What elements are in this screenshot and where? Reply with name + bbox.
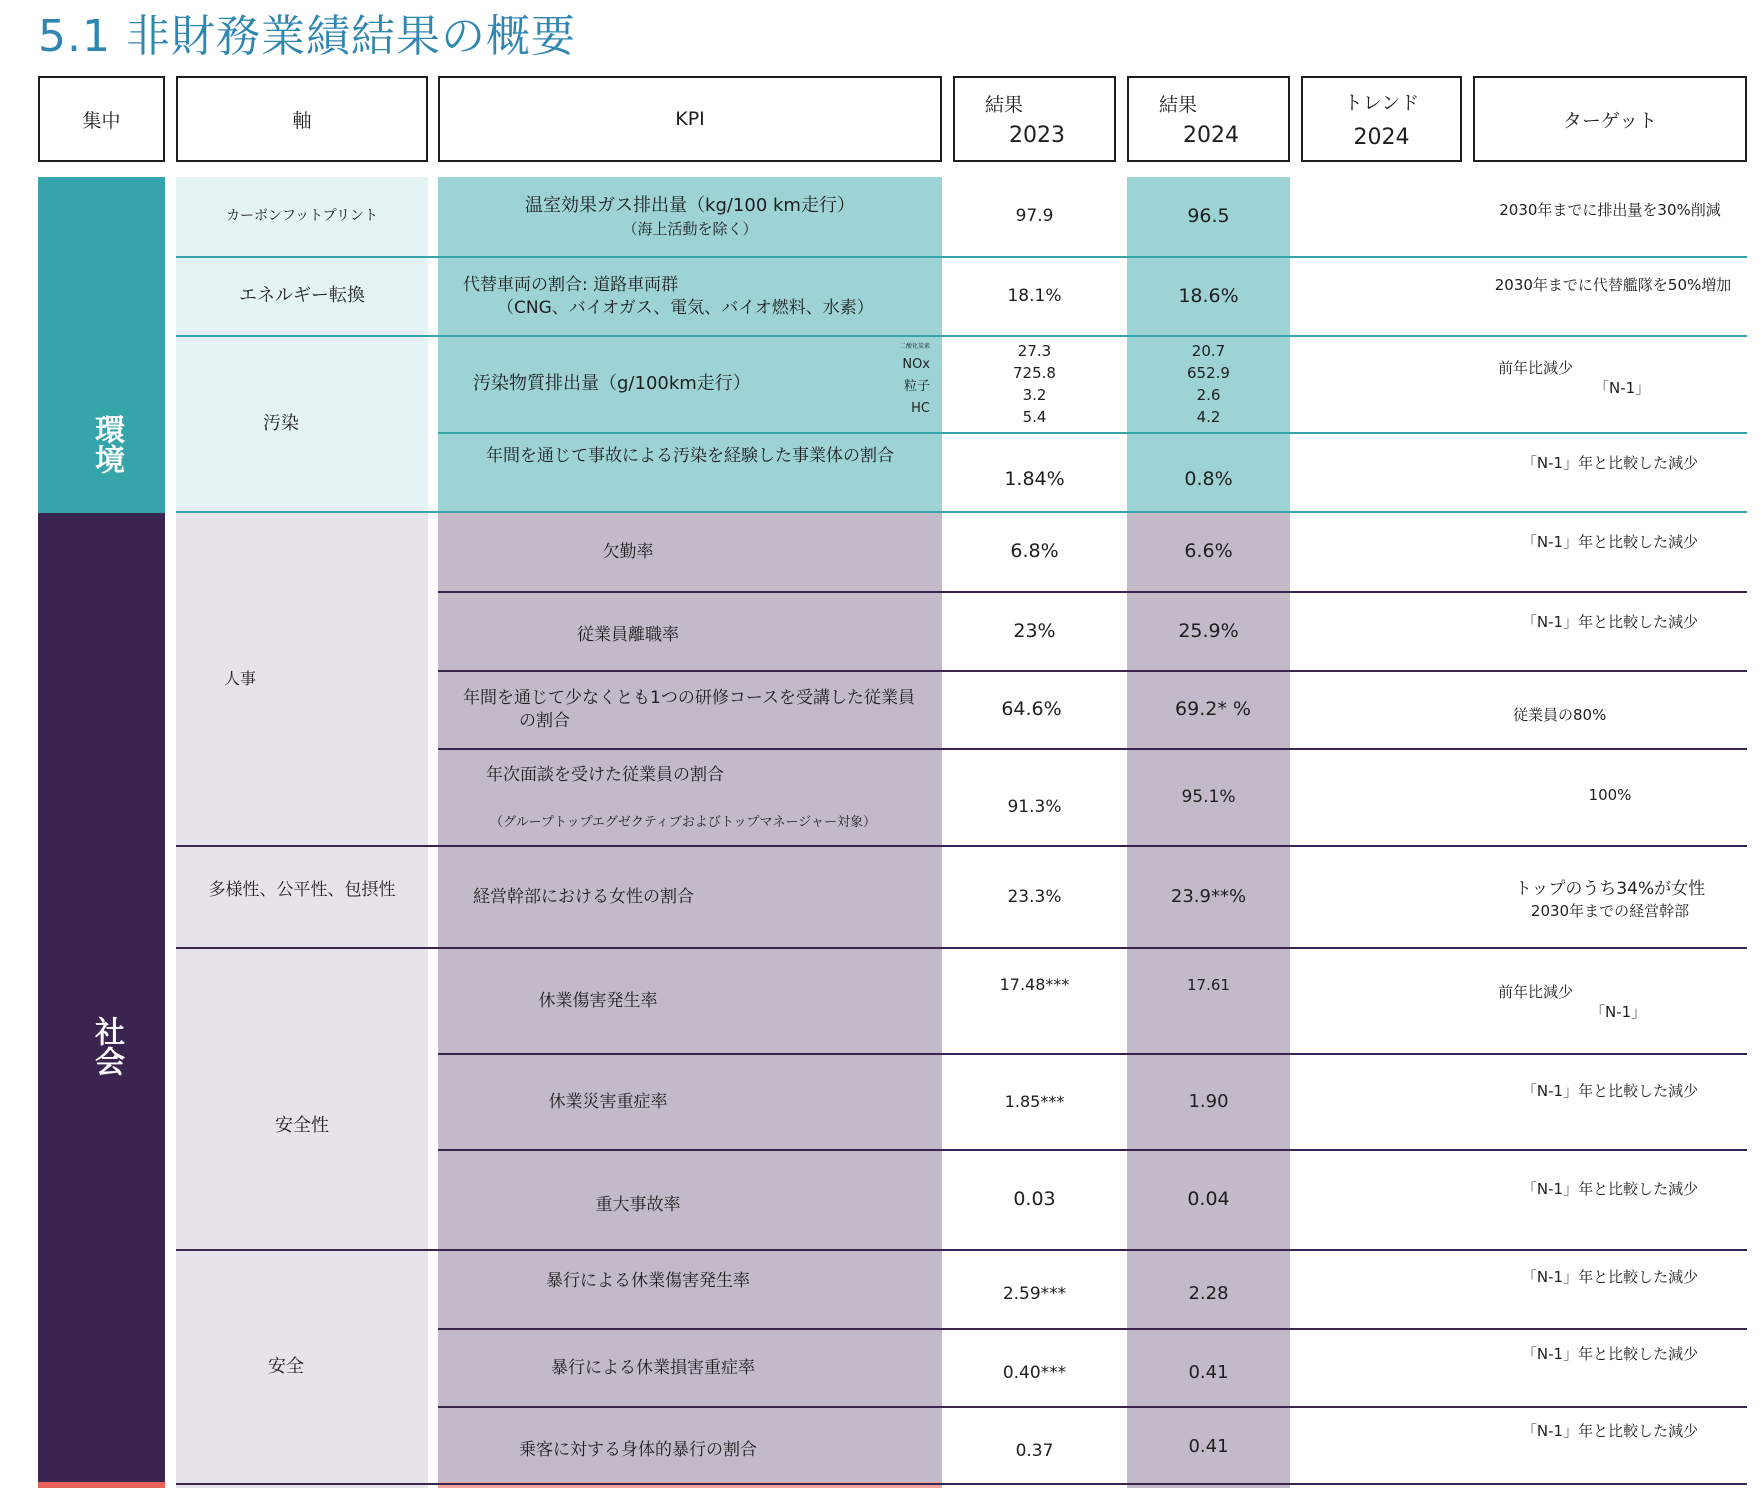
- axis-diversity: 多様性、公平性、包摂性: [208, 879, 396, 900]
- r2023-turnover: 23%: [1013, 619, 1056, 642]
- kpi-training-sub: の割合: [519, 711, 570, 731]
- r2024-pollutant-nox: 652.9: [1187, 364, 1230, 382]
- kpi-training-text: 年間を通じて少なくとも1つの研修コースを受講した従業員: [463, 688, 915, 709]
- r2024-violence-freq: 2.28: [1188, 1282, 1229, 1304]
- header-kpi: [438, 76, 942, 162]
- header-kpi-label: KPI: [675, 108, 705, 130]
- r2023-pollutant: [953, 340, 1116, 428]
- r2024-absence: 6.6%: [1184, 540, 1233, 563]
- r2023-violence-freq: 2.59***: [1002, 1283, 1067, 1304]
- r2024-ghg: 96.5: [1187, 204, 1230, 227]
- header-result-2024-label: 結果: [1159, 94, 1198, 116]
- r2024-interview: 95.1%: [1181, 787, 1236, 808]
- header-target: [1473, 76, 1747, 162]
- kpi-interview-text: 年次面談を受けた従業員の割合: [486, 764, 724, 785]
- r2024-lost-time: 17.61: [1187, 975, 1230, 994]
- target-women: [1473, 870, 1747, 930]
- target-interview: 100%: [1588, 785, 1632, 804]
- target-turnover: 「N-1」年と比較した減少: [1521, 612, 1699, 631]
- r2024-pollutant-pm: 2.6: [1196, 386, 1221, 404]
- axis-hr: 人事: [223, 669, 256, 689]
- r2023-serious: 0.03: [1013, 1188, 1056, 1211]
- header-target-label: ターゲット: [1562, 109, 1658, 132]
- r2024-alt: 18.6%: [1178, 284, 1239, 307]
- header-axis-label: 軸: [292, 109, 312, 132]
- axis-energy: エネルギー転換: [239, 285, 365, 307]
- kpi-training: [463, 672, 933, 748]
- r2024-pollutant-hc: 4.2: [1196, 408, 1221, 426]
- r2024-accident: 0.8%: [1184, 468, 1233, 491]
- target-serious: 「N-1」年と比較した減少: [1521, 1179, 1699, 1198]
- r2023-violence-sev: 0.40***: [1002, 1362, 1067, 1383]
- target-lost-time-sub: 「N-1」: [1590, 1003, 1647, 1022]
- r2024-turnover: 25.9%: [1178, 619, 1239, 642]
- r2023-accident: 1.84%: [1004, 468, 1065, 491]
- target-accident: 「N-1」年と比較した減少: [1521, 453, 1699, 472]
- kpi-serious: 重大事故率: [595, 1194, 681, 1215]
- target-lost-time: [1498, 982, 1738, 1042]
- kpi-alt: [463, 258, 943, 335]
- section-social-band: [38, 513, 165, 1488]
- header-trend-year: 2024: [1353, 125, 1410, 150]
- kpi-ghg-sub: （海上活動を除く）: [622, 219, 758, 238]
- kpi-interview-sub: （グループトップエグゼクティブおよびトップマネージャー対象）: [490, 814, 876, 830]
- target-alt: 2030年までに代替艦隊を50%増加: [1494, 275, 1732, 294]
- r2023-training: 64.6%: [1001, 698, 1062, 721]
- r2024-violence-sev: 0.41: [1188, 1361, 1229, 1383]
- pollutant-labels: [860, 340, 930, 420]
- r2024-training: 69.2* %: [1175, 698, 1251, 721]
- target-violence-sev: 「N-1」年と比較した減少: [1521, 1344, 1699, 1363]
- pollutant-label-nox: NOx: [902, 357, 930, 372]
- header-result-2024-year: 2024: [1183, 123, 1239, 148]
- target-ghg: 2030年までに排出量を30%削減: [1499, 200, 1721, 219]
- kpi-passenger: 乗客に対する身体的暴行の割合: [519, 1440, 757, 1461]
- header-trend: [1301, 76, 1462, 162]
- r2023-pollutant-co2: 27.3: [1017, 342, 1052, 360]
- header-axis: [176, 76, 428, 162]
- target-women-text: トップのうち34%が女性: [1514, 879, 1706, 900]
- header-result-2024: [1127, 76, 1290, 162]
- axis-safety: 安全性: [275, 1114, 329, 1136]
- kpi-ghg-text: 温室効果ガス排出量（kg/100 km走行）: [525, 195, 855, 217]
- page-title: 5.1 非財務業績結果の概要: [38, 11, 576, 62]
- r2023-interview: 91.3%: [1007, 797, 1062, 818]
- section-environment-label: 環境: [89, 414, 124, 474]
- divider-social: [176, 1249, 1747, 1251]
- axis-carbon: カーボンフットプリント: [225, 208, 379, 225]
- header-focus: [38, 76, 165, 162]
- divider-env: [176, 335, 1747, 337]
- kpi-women: 経営幹部における女性の割合: [473, 886, 694, 907]
- divider-social-end: [176, 1483, 1747, 1485]
- header-result-2023-year: 2023: [1009, 123, 1065, 148]
- r2024-passenger: 0.41: [1188, 1436, 1229, 1458]
- target-pollutant-text: 前年比減少: [1498, 359, 1574, 377]
- r2024-women: 23.9**%: [1170, 885, 1247, 907]
- r2023-pollutant-pm: 3.2: [1022, 386, 1047, 404]
- header-result-2023-label: 結果: [985, 94, 1024, 116]
- r2023-pollutant-nox: 725.8: [1013, 364, 1056, 382]
- r2023-absence: 6.8%: [1010, 540, 1059, 563]
- kpi-turnover: 従業員離職率: [577, 624, 679, 645]
- target-training: 従業員の80%: [1513, 705, 1607, 724]
- axis-security: 安全: [268, 1355, 304, 1377]
- kpi-alt-text: 代替車両の割合: 道路車両群: [463, 274, 679, 295]
- pollutant-label-co2: 二酸化炭素: [899, 343, 930, 350]
- r2024-pollutant-co2: 20.7: [1191, 342, 1226, 360]
- r2024-serious: 0.04: [1187, 1188, 1230, 1211]
- kpi-lost-time: 休業傷害発生率: [538, 990, 658, 1011]
- kpi-violence-sev: 暴行による休業損害重症率: [551, 1357, 755, 1378]
- target-women-sub: 2030年までの経営幹部: [1530, 902, 1690, 921]
- kpi-interview: [438, 750, 942, 845]
- pollutant-label-hc: HC: [911, 401, 930, 416]
- kpi-alt-sub: （CNG、バイオガス、電気、バイオ燃料、水素）: [497, 297, 874, 318]
- r2023-severity: 1.85***: [1004, 1092, 1065, 1112]
- divider-social: [438, 1406, 1747, 1408]
- r2024-pollutant: [1127, 340, 1290, 428]
- kpi-severity: 休業災害重症率: [548, 1091, 668, 1112]
- r2023-passenger: 0.37: [1015, 1441, 1054, 1462]
- target-passenger: 「N-1」年と比較した減少: [1521, 1421, 1699, 1440]
- r2023-pollutant-hc: 5.4: [1022, 408, 1047, 426]
- pollutant-label-pm: 粒子: [903, 379, 930, 394]
- kpi-accident: 年間を通じて事故による汚染を経験した事業体の割合: [486, 446, 894, 467]
- r2023-ghg: 97.9: [1015, 206, 1054, 227]
- section-social-label: 社会: [89, 1016, 124, 1076]
- r2024-severity: 1.90: [1188, 1090, 1229, 1112]
- header-focus-label: 集中: [82, 109, 121, 132]
- r2023-alt: 18.1%: [1007, 286, 1062, 307]
- kpi-violence-freq: 暴行による休業傷害発生率: [546, 1270, 750, 1291]
- target-absence: 「N-1」年と比較した減少: [1521, 532, 1699, 551]
- header-trend-label: トレンド: [1343, 92, 1420, 114]
- kpi-absence: 欠勤率: [602, 541, 654, 562]
- target-severity: 「N-1」年と比較した減少: [1521, 1081, 1699, 1100]
- target-lost-time-text: 前年比減少: [1498, 983, 1574, 1001]
- kpi-pollutant: 汚染物質排出量（g/100km走行）: [473, 373, 751, 395]
- axis-pollution: 汚染: [263, 412, 299, 434]
- kpi-ghg: [438, 177, 942, 256]
- target-violence-freq: 「N-1」年と比較した減少: [1521, 1267, 1699, 1286]
- target-pollutant-sub: 「N-1」: [1594, 379, 1651, 398]
- header-result-2023: [953, 76, 1116, 162]
- target-pollutant: [1498, 358, 1738, 418]
- coral-bottom-strip-left: [38, 1482, 165, 1488]
- r2023-women: 23.3%: [1007, 886, 1062, 907]
- r2023-lost-time: 17.48***: [999, 975, 1070, 995]
